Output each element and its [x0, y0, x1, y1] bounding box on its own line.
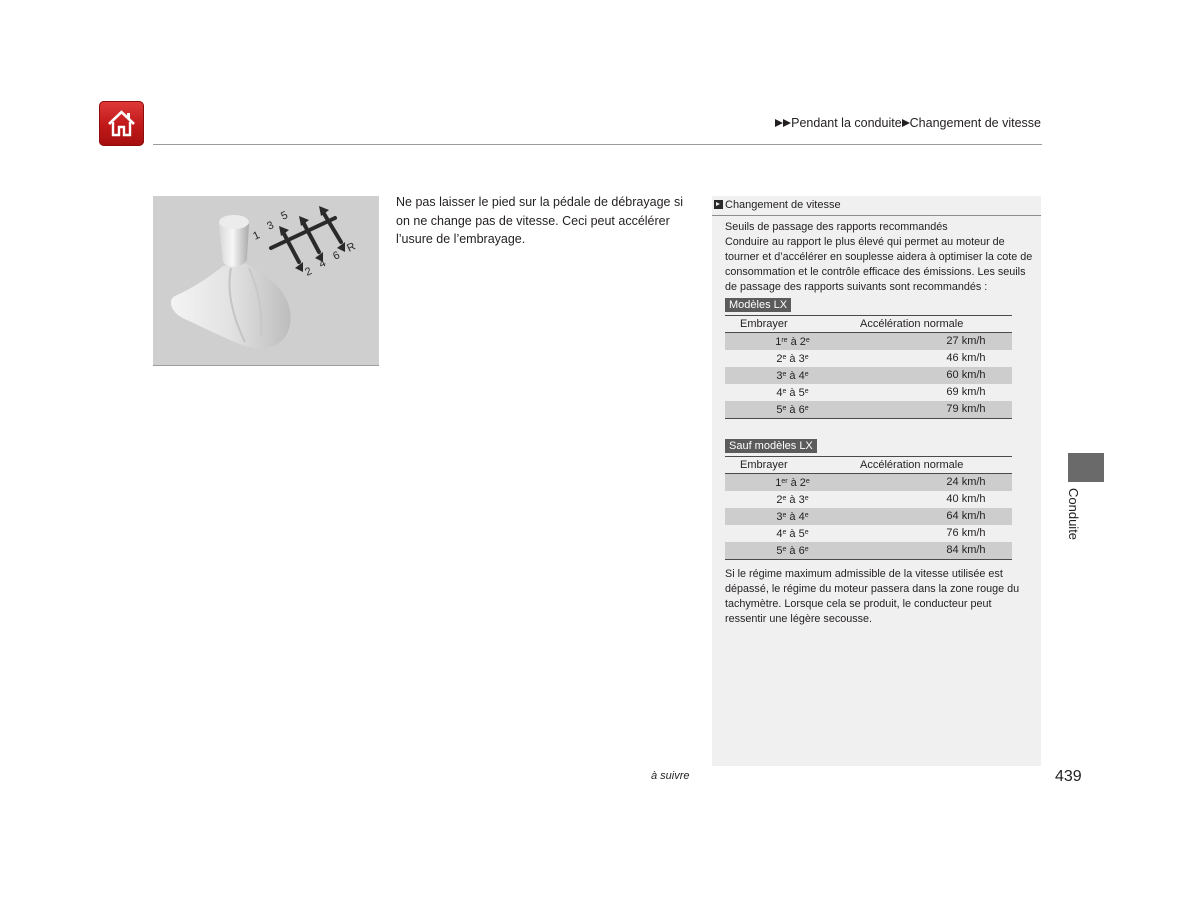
note-marker-icon: [714, 200, 723, 209]
continued-label: à suivre: [651, 770, 690, 782]
breadcrumb-arrow-icon: [783, 119, 791, 127]
gear-range-cell: [725, 367, 860, 384]
gear-range-to-sup: e: [804, 371, 809, 378]
note-intro-title: Seuils de passage des rapports recommandés: [725, 221, 948, 233]
gear-range-to: 4: [798, 370, 805, 382]
gear-range-sep: à: [786, 387, 799, 399]
table-row: [725, 384, 1012, 401]
breadcrumb-arrow-icon: [902, 119, 910, 127]
gear-range-from-sup: e: [782, 495, 787, 502]
gear-range-to-sup: e: [805, 478, 810, 485]
gear-range-to-sup: e: [804, 354, 809, 361]
note-header: [712, 196, 1041, 216]
gear-range-from: 3: [776, 370, 783, 382]
gear-range-from-sup: e: [782, 512, 787, 519]
speed-cell: 40 km/h: [946, 493, 986, 505]
gear-range-to: 2: [799, 477, 806, 489]
gear-range-cell: [725, 525, 860, 542]
gear-range-sep: à: [786, 404, 799, 416]
gear-range-cell: [725, 542, 860, 560]
table-header-row: [725, 457, 1012, 474]
gear-range-cell: [725, 401, 860, 419]
gear-range-sep: à: [786, 494, 799, 506]
table-row: [725, 401, 1012, 419]
home-icon: [105, 107, 138, 140]
gear-range-to-sup: e: [805, 337, 810, 344]
gear-range-cell: [725, 474, 860, 492]
gear-range-sep: à: [786, 370, 799, 382]
gear-label-1: 1: [251, 229, 262, 243]
breadcrumb-arrow-icon: [775, 119, 783, 127]
note-body: [725, 220, 1033, 627]
gear-range-from-sup: e: [782, 529, 787, 536]
note-title: Changement de vitesse: [725, 199, 841, 211]
table-row: [725, 491, 1012, 508]
gear-range-from-sup: er: [781, 478, 788, 485]
header-divider: [153, 144, 1042, 145]
speed-cell: 69 km/h: [946, 386, 986, 398]
gear-range-to: 4: [798, 511, 805, 523]
speed-table-block: [725, 295, 1033, 419]
gear-range-to: 2: [799, 336, 806, 348]
gear-label-6: 6: [331, 249, 342, 263]
gear-range-sep: à: [787, 336, 800, 348]
speed-cell: 60 km/h: [860, 367, 1012, 384]
gear-range-to-sup: e: [804, 546, 809, 553]
table-row: [725, 525, 1012, 542]
speed-cell: 84 km/h: [860, 542, 1012, 560]
gear-range-sep: à: [786, 545, 799, 557]
gear-range-from: 1: [775, 477, 782, 489]
gear-range-to: 5: [798, 528, 805, 540]
gear-range-from: 2: [776, 353, 783, 365]
gear-range-cell: [725, 333, 860, 351]
table-row: [725, 350, 1012, 367]
table-row: [725, 474, 1012, 492]
table-row: [725, 542, 1012, 560]
body-paragraph: Ne pas laisser le pied sur la pédale de débrayage si on ne change pas de vitesse. Ceci peut accélérer l’usure de l’embrayage.: [396, 195, 683, 246]
breadcrumb-item-conduite[interactable]: Pendant la conduite: [791, 116, 902, 130]
speed-tables: [725, 295, 1033, 560]
gear-range-sep: à: [786, 511, 799, 523]
gear-range-to: 5: [798, 387, 805, 399]
speed-cell: 27 km/h: [860, 333, 1012, 351]
side-note-panel: [712, 196, 1041, 766]
gear-range-from: 5: [776, 404, 783, 416]
gear-range-from-sup: e: [782, 371, 787, 378]
table-row: [725, 333, 1012, 351]
gear-range-from-sup: e: [782, 405, 787, 412]
speed-table: [725, 456, 1012, 560]
speed-cell: 46 km/h: [946, 352, 986, 364]
gear-range-sep: à: [786, 528, 799, 540]
gear-range-cell: [725, 384, 860, 401]
table-header-row: [725, 316, 1012, 333]
gear-label-2: 2: [303, 265, 314, 279]
speed-cell: 76 km/h: [946, 527, 986, 539]
gear-range-from-sup: e: [782, 546, 787, 553]
gear-range-to-sup: e: [804, 405, 809, 412]
note-footer-text: Si le régime maximum admissible de la vitesse utilisée est dépassé, le régime du moteur passera dans la zone rouge du tachymètre. Lorsque cela se produit, le conducteur peut ressentir une légère secousse.: [725, 568, 1020, 625]
gear-range-from: 2: [776, 494, 783, 506]
gear-range-to: 6: [798, 545, 805, 557]
gear-range-cell: [725, 491, 860, 508]
breadcrumb: [775, 116, 1041, 130]
gear-range-to: 3: [798, 353, 805, 365]
gear-range-sep: à: [786, 353, 799, 365]
gear-label-4: 4: [317, 257, 328, 271]
page-number: 439: [1055, 768, 1082, 785]
gear-range-to-sup: e: [804, 388, 809, 395]
gear-label-3: 3: [265, 219, 276, 233]
gear-range-to: 6: [798, 404, 805, 416]
gear-range-cell: [725, 350, 860, 367]
chapter-tab-label: Conduite: [1066, 488, 1081, 541]
home-button[interactable]: [99, 101, 144, 146]
speed-table: [725, 315, 1012, 419]
column-header-shift: Embrayer: [725, 316, 860, 333]
table-model-label: Modèles LX: [725, 298, 791, 312]
speed-cell: 79 km/h: [860, 401, 1012, 419]
gear-label-5: 5: [279, 209, 290, 223]
table-model-label: Sauf modèles LX: [725, 439, 817, 453]
gear-range-from: 4: [776, 387, 783, 399]
gear-range-cell: [725, 508, 860, 525]
breadcrumb-item-changement[interactable]: Changement de vitesse: [909, 116, 1041, 130]
gear-range-to-sup: e: [804, 495, 809, 502]
gear-label-r: R: [345, 240, 358, 255]
speed-cell: 24 km/h: [860, 474, 1012, 492]
gear-range-from-sup: re: [781, 337, 788, 344]
gear-range-from-sup: e: [782, 388, 787, 395]
table-row: [725, 367, 1012, 384]
gear-range-to-sup: e: [804, 512, 809, 519]
speed-table-block: [725, 436, 1033, 560]
gear-range-sep: à: [787, 477, 800, 489]
chapter-tab[interactable]: [1068, 453, 1104, 482]
speed-cell: 64 km/h: [860, 508, 1012, 525]
gear-shift-illustration: [153, 196, 379, 366]
gear-range-to-sup: e: [804, 529, 809, 536]
gear-range-from: 1: [775, 336, 782, 348]
gear-range-to: 3: [798, 494, 805, 506]
gear-range-from: 4: [776, 528, 783, 540]
gear-range-from-sup: e: [782, 354, 787, 361]
gear-range-from: 3: [776, 511, 783, 523]
note-intro-text: Conduire au rapport le plus élevé qui permet au moteur de tourner et d’accélérer en souplesse aidera à optimiser la cote de consommation et le contrôle efficace des émissions. Les seuils de passage des rapports suivants sont recommandés :: [725, 236, 1033, 293]
column-header-acceleration: Accélération normale: [860, 457, 1012, 474]
gear-range-from: 5: [776, 545, 783, 557]
column-header-shift: Embrayer: [725, 457, 860, 474]
column-header-acceleration: Accélération normale: [860, 316, 1012, 333]
table-row: [725, 508, 1012, 525]
